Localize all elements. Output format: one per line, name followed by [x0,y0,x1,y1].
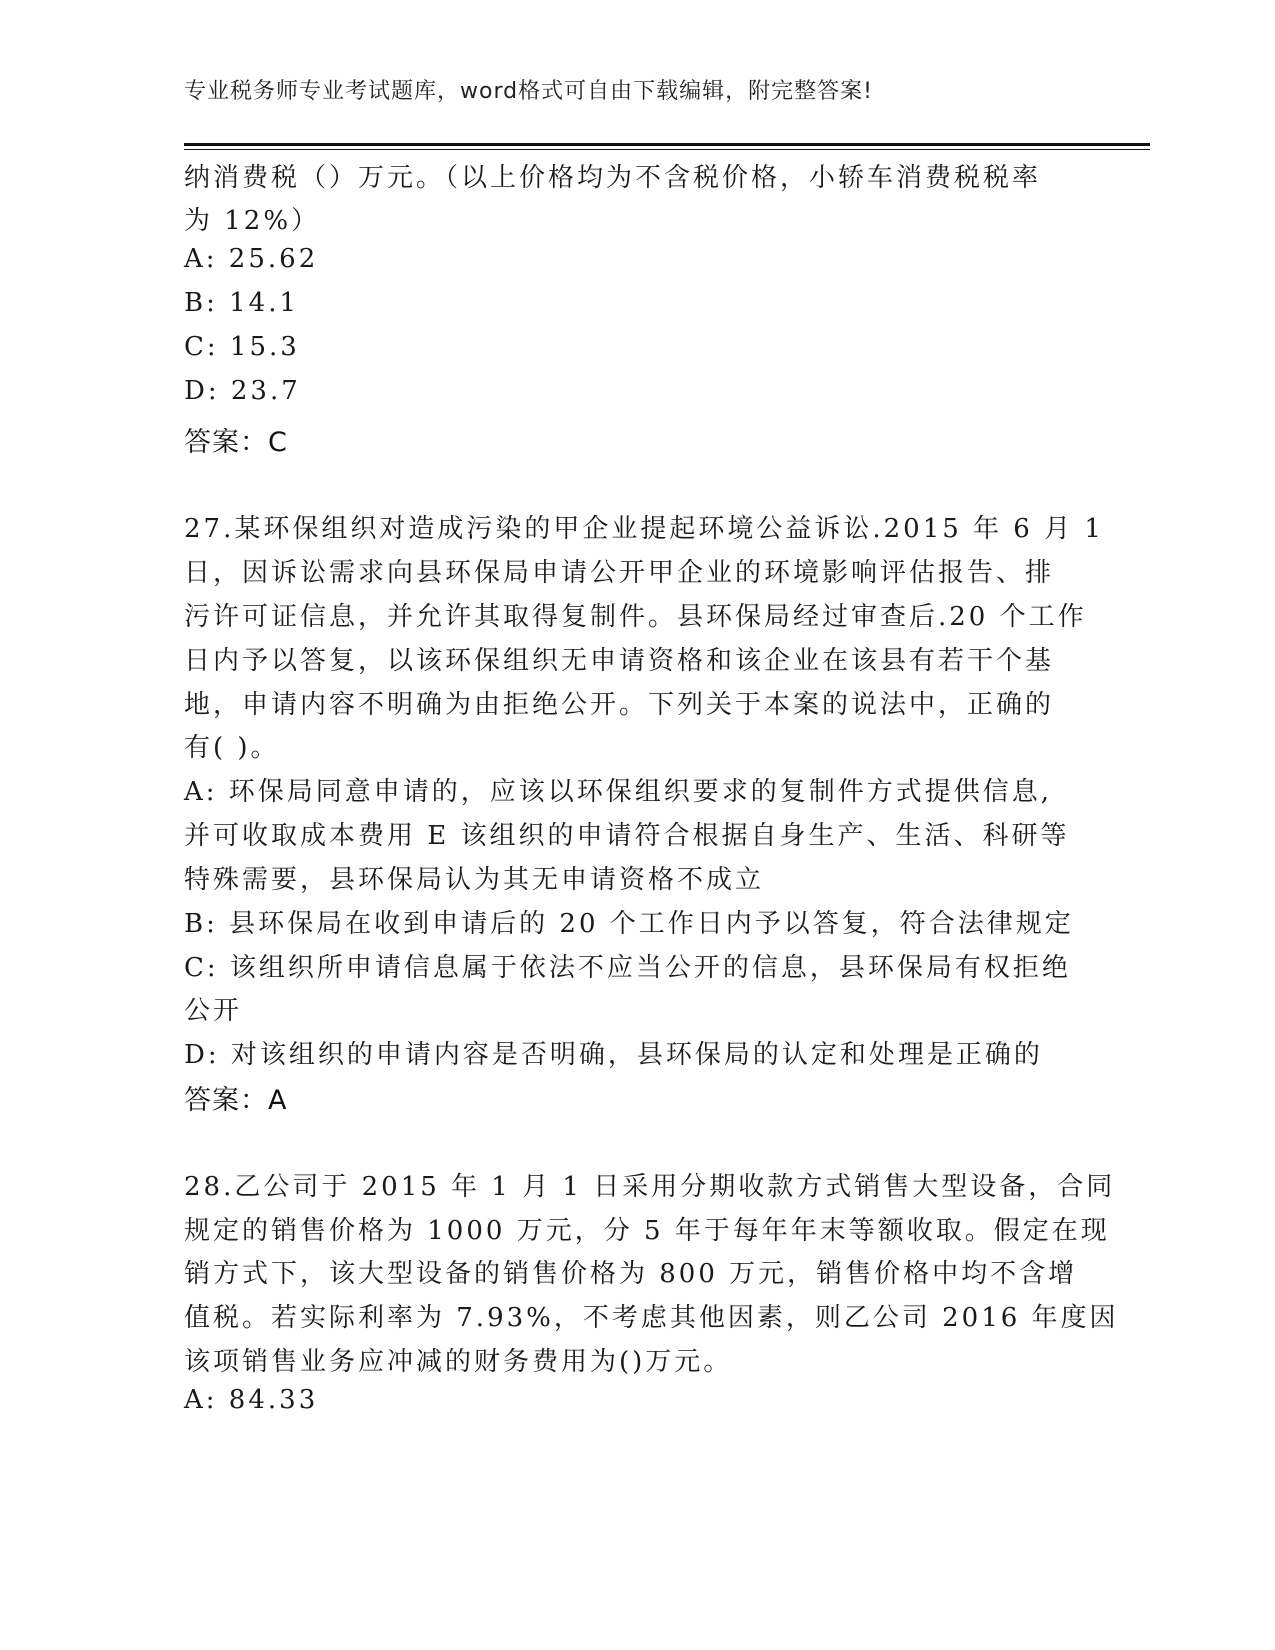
q27-stem-line-5: 地，申请内容不明确为由拒绝公开。下列关于本案的说法中，正确的 [184,690,1055,720]
q26-option-d: D: 23.7 [184,376,301,406]
q28-stem-line-2: 规定的销售价格为 1000 万元，分 5 年于每年年末等额收取。假定在现 [184,1216,1110,1246]
q27-option-line-5: C: 该组织所申请信息属于依法不应当公开的信息，县环保局有权拒绝 [184,953,1071,983]
q27-option-line-1: A: 环保局同意申请的，应该以环保组织要求的复制件方式提供信息, [184,777,1053,807]
q28-option-a: A: 84.33 [184,1385,319,1415]
q27-option-line-2: 并可收取成本费用 E 该组织的申请符合根据自身生产、生活、科研等 [184,821,1070,851]
q26-option-a: A: 25.62 [184,244,319,274]
q26-option-c: C: 15.3 [184,332,300,362]
q26-option-b: B: 14.1 [184,288,300,318]
header-rule-thick [184,143,1150,146]
q26-stem-line-2: 为 12%） [184,206,321,236]
q26-stem-line-1: 纳消费税（）万元。（以上价格均为不含税价格，小轿车消费税税率 [184,163,1042,193]
q27-stem-line-2: 日，因诉讼需求向县环保局申请公开甲企业的环境影响评估报告、排 [184,558,1055,588]
q27-stem-line-4: 日内予以答复，以该环保组织无申请资格和该企业在该县有若干个基 [184,646,1055,676]
q28-stem-line-3: 销方式下，该大型设备的销售价格为 800 万元，销售价格中均不含增 [184,1259,1078,1289]
q28-stem-line-4: 值税。若实际利率为 7.93%，不考虑其他因素，则乙公司 2016 年度因 [184,1303,1119,1333]
q26-answer: 答案：C [184,427,288,458]
q27-stem-line-6: 有( )。 [184,733,280,763]
q27-stem-line-1: 27.某环保组织对造成污染的甲企业提起环境公益诉讼.2015 年 6 月 1 [184,514,1104,544]
header-rule-thin [184,149,1150,150]
q28-stem-line-5: 该项销售业务应冲减的财务费用为()万元。 [184,1347,733,1377]
q27-stem-line-3: 污许可证信息，并允许其取得复制件。县环保局经过审查后.20 个工作 [184,602,1087,632]
page-header: 专业税务师专业考试题库，word格式可自由下载编辑，附完整答案! [184,79,873,104]
q27-option-line-4: B: 县环保局在收到申请后的 20 个工作日内予以答复，符合法律规定 [184,909,1074,939]
q27-option-line-6: 公开 [184,996,243,1026]
q27-option-line-3: 特殊需要，县环保局认为其无申请资格不成立 [184,865,765,895]
q27-option-line-7: D: 对该组织的申请内容是否明确，县环保局的认定和处理是正确的 [184,1040,1043,1070]
q28-stem-line-1: 28.乙公司于 2015 年 1 月 1 日采用分期收款方式销售大型设备，合同 [184,1172,1116,1202]
q27-answer: 答案：A [184,1085,288,1116]
